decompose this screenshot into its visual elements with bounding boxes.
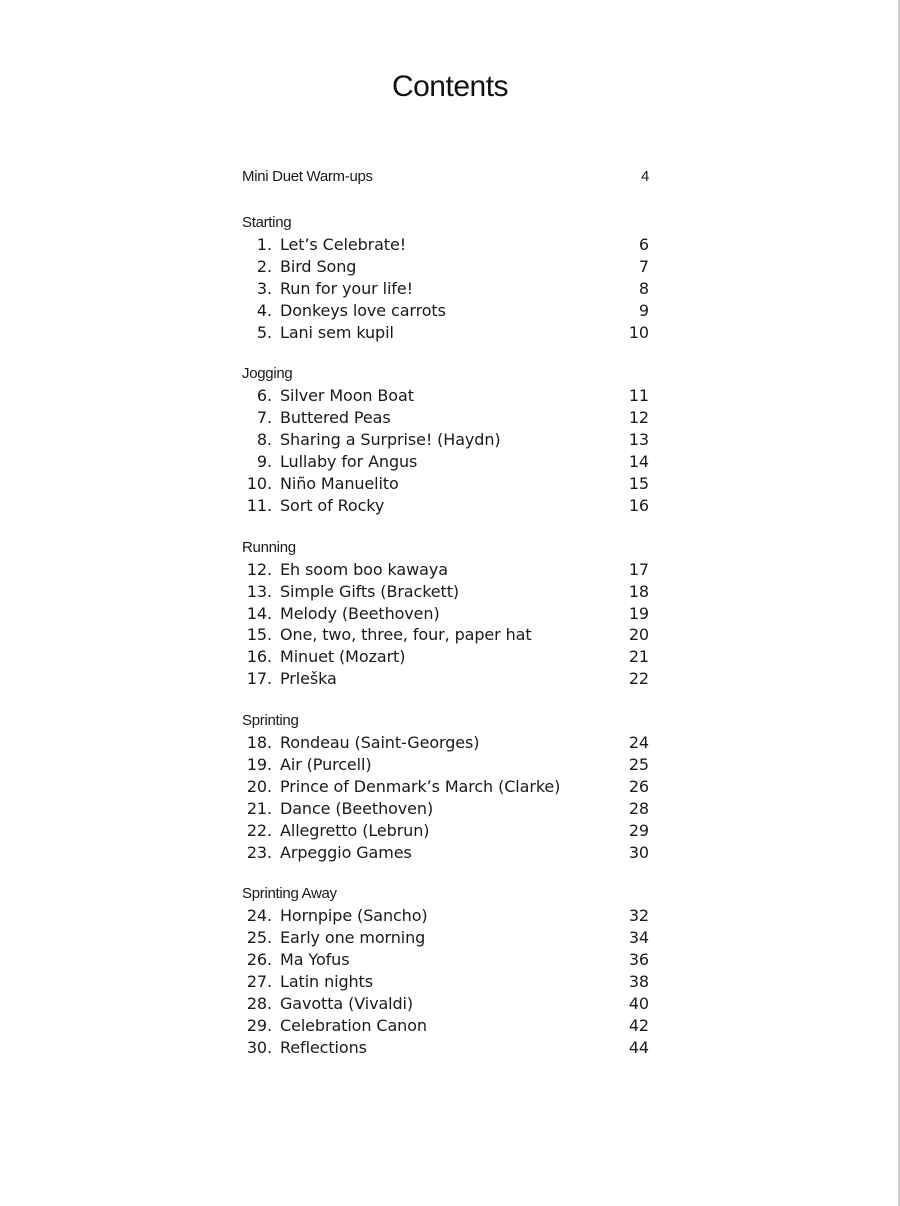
entry-number: 21. — [246, 798, 272, 818]
entry-number: 14. — [246, 603, 272, 623]
entry-page-number: 8 — [638, 278, 649, 298]
toc-entry[interactable] — [242, 429, 649, 451]
entry-title: Bird Song — [280, 256, 357, 276]
entry-page-number: 19 — [628, 603, 649, 623]
entry-number: 12. — [246, 559, 272, 579]
entry-number: 18. — [246, 733, 272, 753]
entry-page-number: 30 — [628, 842, 649, 862]
entry-title: Sort of Rocky — [280, 495, 385, 515]
entry-title: Allegretto (Lebrun) — [280, 820, 430, 840]
entry-page-number: 12 — [628, 408, 649, 428]
toc-entry[interactable] — [242, 451, 649, 473]
toc-entry[interactable] — [242, 473, 649, 495]
entry-title: Prince of Denmark’s March (Clarke) — [280, 776, 561, 796]
toc-section — [242, 537, 649, 690]
entry-number: 28. — [246, 994, 272, 1014]
toc-entry[interactable] — [242, 776, 649, 798]
entry-title: Hornpipe (Sancho) — [280, 906, 428, 926]
entry-number: 19. — [246, 755, 272, 775]
entry-title: Melody (Beethoven) — [280, 603, 440, 623]
toc-entry[interactable] — [242, 322, 649, 344]
entry-page-number: 21 — [628, 647, 649, 667]
warmup-label: Mini Duet Warm-ups — [242, 168, 373, 185]
entry-number: 8. — [256, 430, 272, 450]
toc-section — [242, 363, 649, 516]
entry-number: 6. — [256, 386, 272, 406]
entry-title: Niño Manuelito — [280, 474, 399, 494]
entry-title: Minuet (Mozart) — [280, 647, 406, 667]
toc-sections — [242, 212, 649, 1059]
entry-title: Reflections — [280, 1037, 367, 1057]
entry-title: Donkeys love carrots — [280, 300, 446, 320]
entry-title: Run for your life! — [280, 278, 413, 298]
entry-title: Gavotta (Vivaldi) — [280, 994, 414, 1014]
entry-page-number: 25 — [628, 755, 649, 775]
toc-entry[interactable] — [242, 256, 649, 278]
entry-title: Early one morning — [280, 928, 426, 948]
toc-section — [242, 710, 649, 863]
toc-entry[interactable] — [242, 993, 649, 1015]
toc-entry[interactable] — [242, 495, 649, 517]
entry-title: Eh soom boo kawaya — [280, 559, 448, 579]
entry-number: 23. — [246, 842, 272, 862]
entry-number: 29. — [246, 1015, 272, 1035]
entry-title: Latin nights — [280, 972, 373, 992]
toc-entry[interactable] — [242, 385, 649, 407]
entry-number: 27. — [246, 972, 272, 992]
toc-entry[interactable] — [242, 820, 649, 842]
entry-title: Arpeggio Games — [280, 842, 412, 862]
entry-title: Prleška — [280, 669, 337, 689]
toc-entry[interactable] — [242, 300, 649, 322]
toc-warmup-row[interactable] — [242, 168, 649, 192]
entry-page-number: 24 — [628, 733, 649, 753]
entry-page-number: 29 — [628, 820, 649, 840]
entry-number: 13. — [246, 581, 272, 601]
entry-title: Silver Moon Boat — [280, 386, 414, 406]
toc-entry[interactable] — [242, 842, 649, 864]
entry-number: 30. — [246, 1037, 272, 1057]
entry-page-number: 36 — [628, 950, 649, 970]
page-title: Contents — [391, 70, 509, 103]
entry-page-number: 40 — [628, 994, 649, 1014]
entry-title: Sharing a Surprise! (Haydn) — [280, 430, 501, 450]
toc-entry[interactable] — [242, 798, 649, 820]
entry-number: 20. — [246, 776, 272, 796]
entry-page-number: 16 — [628, 495, 649, 515]
entry-number: 17. — [246, 669, 272, 689]
entry-title: Simple Gifts (Brackett) — [280, 581, 460, 601]
entry-page-number: 7 — [638, 256, 649, 276]
entry-number: 26. — [246, 950, 272, 970]
toc-entry[interactable] — [242, 624, 649, 646]
entry-number: 25. — [246, 928, 272, 948]
toc-entry[interactable] — [242, 1037, 649, 1059]
entry-title: Buttered Peas — [280, 408, 391, 428]
entry-number: 3. — [256, 278, 272, 298]
toc-entry[interactable] — [242, 407, 649, 429]
entry-page-number: 44 — [628, 1037, 649, 1057]
entry-number: 2. — [256, 256, 272, 276]
entry-page-number: 18 — [628, 581, 649, 601]
entry-number: 16. — [246, 647, 272, 667]
entry-title: Rondeau (Saint-Georges) — [280, 733, 480, 753]
section-heading: Sprinting Away — [242, 885, 337, 903]
entry-title: Let’s Celebrate! — [280, 235, 407, 254]
entry-page-number: 10 — [628, 322, 649, 342]
entry-number: 1. — [256, 235, 272, 254]
entry-title: One, two, three, four, paper hat — [280, 625, 532, 645]
toc-entry[interactable] — [242, 234, 649, 256]
entry-title: Ma Yofus — [280, 950, 350, 970]
entry-title: Air (Purcell) — [280, 755, 372, 775]
entry-page-number: 17 — [628, 559, 649, 579]
entry-page-number: 6 — [638, 235, 649, 254]
entry-page-number: 26 — [628, 776, 649, 796]
entry-number: 10. — [246, 474, 272, 494]
warmup-page-number: 4 — [640, 168, 649, 185]
toc-entry[interactable] — [242, 603, 649, 625]
entry-page-number: 42 — [628, 1015, 649, 1035]
entry-number: 22. — [246, 820, 272, 840]
entry-title: Dance (Beethoven) — [280, 798, 434, 818]
entry-page-number: 11 — [628, 386, 649, 406]
entry-title: Celebration Canon — [280, 1015, 427, 1035]
toc-entry[interactable] — [242, 905, 649, 927]
entry-number: 11. — [246, 495, 272, 515]
toc-entry[interactable] — [242, 559, 649, 581]
section-heading: Running — [242, 538, 296, 556]
entry-page-number: 13 — [628, 430, 649, 450]
entry-number: 7. — [256, 408, 272, 428]
entry-page-number: 22 — [628, 669, 649, 689]
entry-page-number: 20 — [628, 625, 649, 645]
entry-number: 4. — [256, 300, 272, 320]
table-of-contents — [242, 168, 649, 1059]
toc-entry[interactable] — [242, 646, 649, 668]
section-heading: Sprinting — [242, 712, 299, 730]
entry-page-number: 32 — [628, 906, 649, 926]
toc-entry[interactable] — [242, 581, 649, 603]
entry-page-number: 14 — [628, 452, 649, 472]
toc-entry[interactable] — [242, 949, 649, 971]
entry-number: 15. — [246, 625, 272, 645]
toc-entry[interactable] — [242, 278, 649, 300]
entry-page-number: 15 — [628, 474, 649, 494]
entry-title: Lani sem kupil — [280, 322, 394, 342]
entry-title: Lullaby for Angus — [280, 452, 418, 472]
entry-page-number: 38 — [628, 972, 649, 992]
entry-page-number: 28 — [628, 798, 649, 818]
entry-page-number: 9 — [638, 300, 649, 320]
toc-entry[interactable] — [242, 732, 649, 754]
toc-entry[interactable] — [242, 1015, 649, 1037]
entry-page-number: 34 — [628, 928, 649, 948]
section-heading: Starting — [242, 214, 292, 231]
toc-section — [242, 883, 649, 1058]
entry-number: 24. — [246, 906, 272, 926]
section-heading: Jogging — [242, 365, 293, 383]
toc-section — [242, 212, 649, 343]
toc-entry[interactable] — [242, 754, 649, 776]
toc-entry[interactable] — [242, 668, 649, 690]
toc-entry[interactable] — [242, 971, 649, 993]
entry-number: 9. — [256, 452, 272, 472]
entry-number: 5. — [256, 322, 272, 342]
toc-entry[interactable] — [242, 927, 649, 949]
